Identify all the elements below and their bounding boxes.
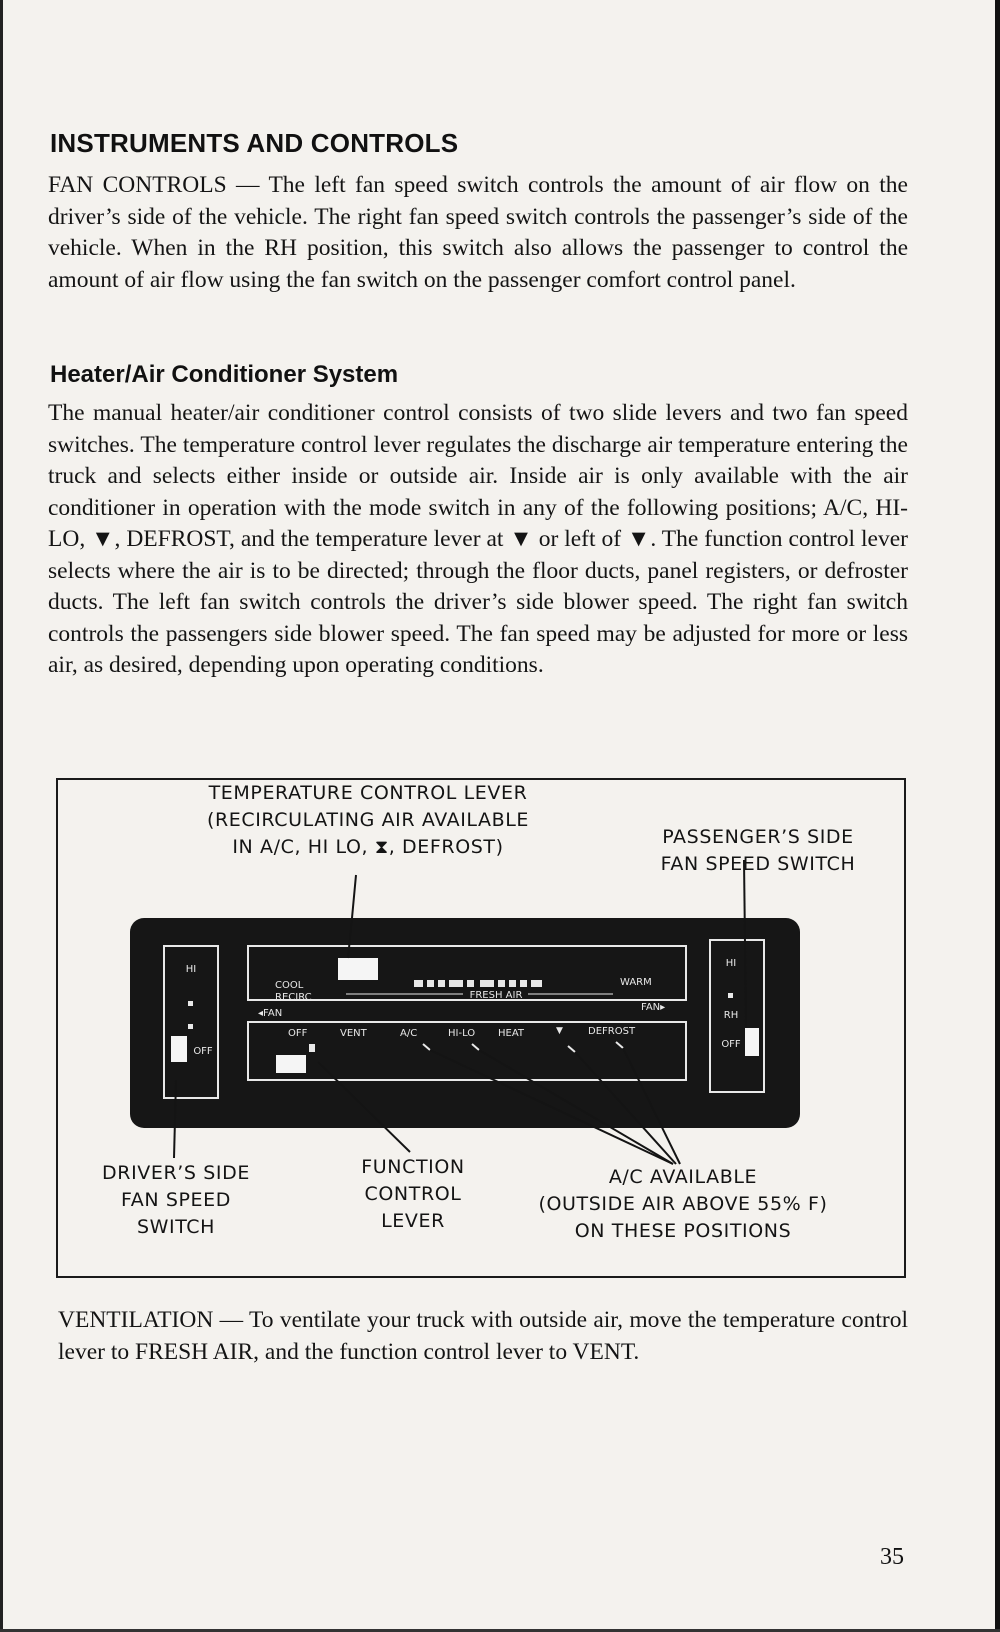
- right-hi-label: HI: [725, 958, 737, 969]
- fresh-air-label: FRESH AIR: [469, 990, 523, 1001]
- ac-caption-line-1: A/C AVAILABLE: [608, 1166, 758, 1188]
- warm-label: WARM: [620, 977, 652, 988]
- driver-switch-caption: [86, 1160, 266, 1241]
- ac-caption-line-3: ON THESE POSITIONS: [574, 1220, 792, 1242]
- passenger-caption-line-1: PASSENGER’S SIDE: [662, 826, 854, 848]
- right-switch-knob: [745, 1028, 759, 1056]
- driver-caption-line-2: FAN SPEED: [121, 1189, 231, 1211]
- left-dot-2: [188, 1024, 193, 1029]
- right-dot: [728, 993, 733, 998]
- left-hi-label: HI: [185, 964, 197, 975]
- page-number: 35: [880, 1544, 904, 1570]
- fan-left-label: ◂FAN: [258, 1008, 283, 1019]
- ventilation-label: VENTILATION: [58, 1307, 214, 1333]
- off-label: OFF: [288, 1028, 308, 1039]
- function-caption-line-1: FUNCTION: [361, 1156, 465, 1178]
- fan-right-label: FAN▸: [641, 1002, 666, 1013]
- function-lever-knob: [276, 1055, 306, 1073]
- recirc-label: RECIRC: [275, 992, 312, 1003]
- passenger-switch-caption: [638, 824, 878, 878]
- ac-available-caption: [503, 1164, 863, 1245]
- temperature-caption-line-2: (RECIRCULATING AIR AVAILABLE: [206, 809, 530, 831]
- hilo-label: HI-LO: [448, 1028, 476, 1039]
- left-dot-1: [188, 1001, 193, 1006]
- right-rh-label: RH: [723, 1010, 739, 1021]
- ventilation-paragraph: [58, 1305, 908, 1368]
- subsection-heading: Heater/Air Conditioner System: [50, 361, 399, 388]
- heat-label: HEAT: [498, 1028, 525, 1039]
- temperature-lever-caption: [158, 780, 578, 861]
- left-switch-knob: [171, 1036, 187, 1062]
- driver-caption-line-1: DRIVER’S SIDE: [102, 1162, 250, 1184]
- fan-controls-text: — The left fan speed switch controls the amount of air flow on the driver’s side of the vehicle. The right fan speed switch controls the passenger’s side of the vehicle. When in the RH position, this switch also allows the passenger to control the amount of air flow using the fan switch on the passenger comfort control panel.: [48, 172, 908, 293]
- right-off-label: OFF: [721, 1039, 741, 1050]
- fan-controls-label: FAN CONTROLS: [48, 172, 227, 198]
- temperature-lever-knob: [338, 958, 378, 980]
- function-caption-line-3: LEVER: [381, 1210, 445, 1232]
- ac-caption-line-2: (OUTSIDE AIR ABOVE 55% F): [538, 1193, 828, 1215]
- function-lever-caption: [343, 1154, 483, 1235]
- temperature-caption-line-1: TEMPERATURE CONTROL LEVER: [208, 782, 528, 804]
- off-position-mark: [309, 1044, 315, 1052]
- vent-label: VENT: [340, 1028, 367, 1039]
- driver-caption-line-3: SWITCH: [136, 1216, 216, 1238]
- system-paragraph: The manual heater/air conditioner control consists of two slide levers and two fan speed switches. The temperature control lever regulates the discharge air temperature entering the truck and selects either inside or outside air. Inside air is only available with the air conditioner in operation with the mode switch in any of the following positions; A/C, HI-LO, ▼, DEFROST, and the temperature lever at ▼ or left of ▼. The function control lever selects where the air is to be directed; through the floor ducts, panel registers, or defroster ducts. The left fan switch controls the driver’s side blower speed. The right fan switch controls the passengers side blower speed. The fan speed may be adjusted for more or less air, as desired, depending upon operating conditions.: [48, 400, 908, 678]
- ac-label: A/C: [400, 1028, 418, 1039]
- fan-controls-paragraph: [48, 170, 908, 296]
- control-panel-figure: [56, 778, 906, 1278]
- section-heading: INSTRUMENTS AND CONTROLS: [50, 128, 459, 158]
- page-edge-left: [0, 0, 3, 1632]
- left-off-label: OFF: [193, 1046, 213, 1057]
- passenger-caption-line-2: FAN SPEED SWITCH: [660, 853, 856, 875]
- defrost-label: DEFROST: [588, 1026, 636, 1037]
- down-arrow-label: ▼: [556, 1026, 563, 1036]
- cool-label: COOL: [275, 980, 304, 991]
- page-edge-right: [995, 0, 1000, 1632]
- ventilation-text: — To ventilate your truck with outside air, move the temperature control lever to FRESH AIR, and the function control lever to VENT.: [58, 1307, 908, 1365]
- function-caption-line-2: CONTROL: [364, 1183, 462, 1205]
- temperature-caption-line-3: IN A/C, HI LO, ⧗, DEFROST): [232, 836, 504, 858]
